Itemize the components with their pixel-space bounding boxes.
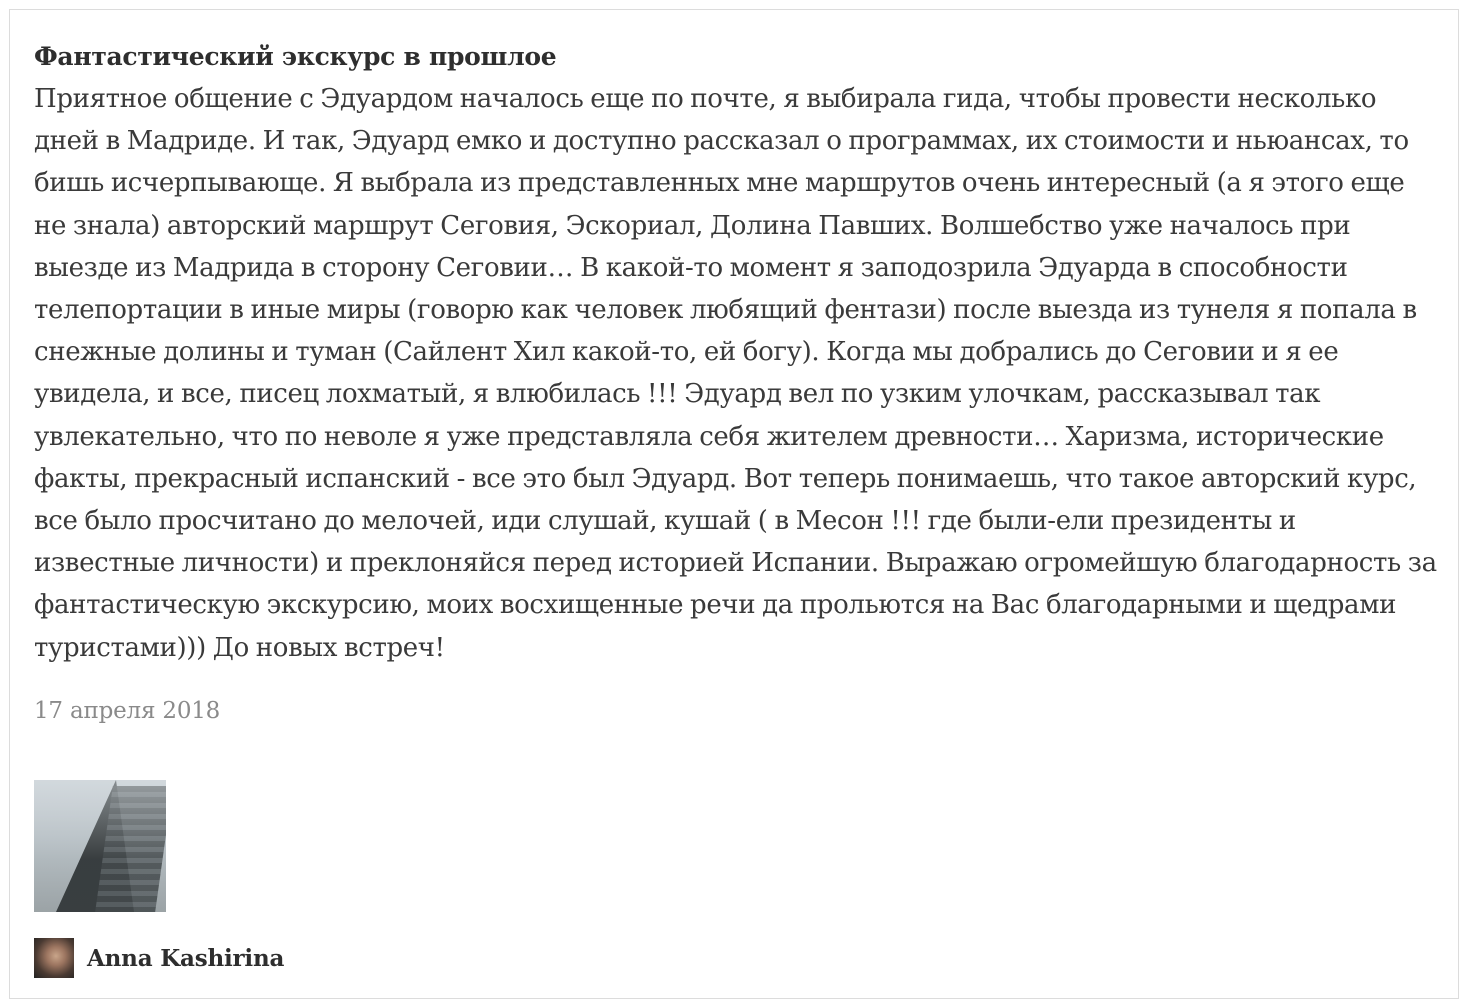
review-text: Приятное общение с Эдуардом началось еще по почте, я выбирала гида, чтобы провести несколько дней в Мадриде. И так, Эдуард емко и доступно рассказал о программах, их стоимости и ньюансах, то бишь исчерпывающе. Я выбрала из представленных мне маршрутов очень интересный (а я этого еще не знала) авторский маршрут Сеговия, Эскориал, Долина Павших. Волшебство уже началось при выезде из Мадрида в сторону Сеговии… В какой-то момент я заподозрила Эдуарда в способности телепортации в иные миры (говорю как человек любящий фентази) после выезда из тунеля я попала в снежные долины и туман (Сайлент Хил какой-то, ей богу). Когда мы добрались до Сеговии и я ее увидела, и все, писец лохматый, я влюбилась !!! Эдуард вел по узким улочкам, рассказывал так увлекательно, что по неволе я уже представляла себя жителем древности… Харизма, исторические факты, прекрасный испанский - все это был Эдуард. Вот теперь понимаешь, что такое авторский курс, все было просчитано до мелочей, иди слушай, кушай ( в Месон !!! где были-ели президенты и известные личности) и преклоняйся перед историей Испании. Выражаю огромейшую благодарность за фантастическую экскурсию, моих восхищенные речи да прольются на Вас благодарными и щедрами туристами))) До новых встреч!: [34, 84, 1437, 663]
photo-fog-overlay: [34, 780, 166, 912]
review-card: [9, 9, 1459, 999]
review-content: [34, 36, 1439, 669]
avatar[interactable]: [34, 938, 74, 978]
author-name[interactable]: Anna Kashirina: [87, 944, 285, 972]
review-photo-thumbnail[interactable]: [34, 780, 166, 912]
review-title: Фантастический экскурс в прошлое: [34, 42, 557, 71]
review-author: [34, 938, 284, 978]
review-date: 17 апреля 2018: [34, 698, 221, 724]
